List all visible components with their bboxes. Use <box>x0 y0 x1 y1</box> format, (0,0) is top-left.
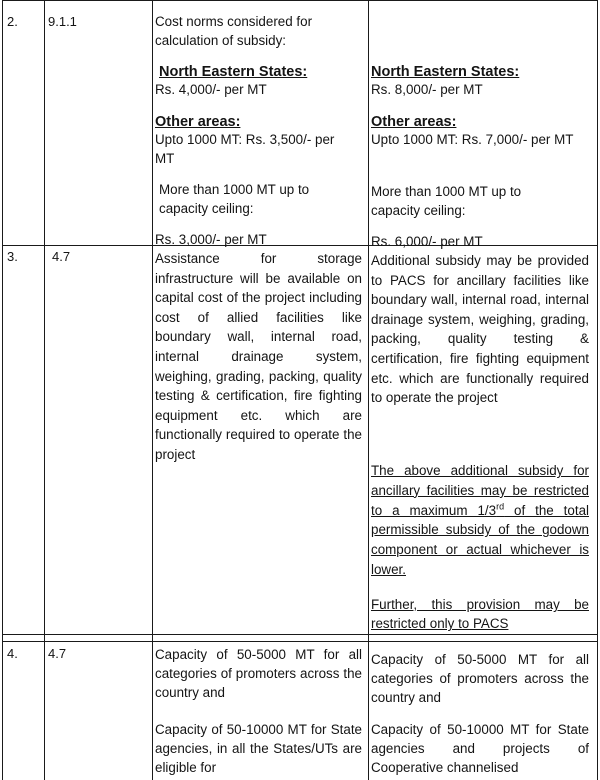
row-2-proposed-more: More than 1000 MT up to capacity ceiling: <box>371 184 522 218</box>
row-2-proposed-more-rate: Rs. 6,000/- per MT <box>371 234 483 249</box>
row-3-para: 4.7 <box>52 249 71 264</box>
row-4-proposed-p1: Capacity of 50-5000 MT for all categories of promoters across the country and <box>371 652 589 705</box>
row-3-proposed-text: Additional subsidy may be provided to PACS for ancillary facilities like boundary wall, internal road, internal drainage system, weighing, grading, packing, quality testing & certification, fire fighting equipment etc. which are functionally required to operate the project <box>371 253 589 406</box>
row-2-existing-ne-rate: Rs. 4,000/- per MT <box>155 82 267 97</box>
row-2-existing-intro: Cost norms considered for calculation of subsidy: <box>155 14 313 48</box>
row-4-existing-p1: Capacity of 50-5000 MT for all categories of promoters across the country and <box>155 647 362 700</box>
row-divider-3 <box>2 641 598 642</box>
row-3-existing-text: Assistance for storage infrastructure will be available on capital cost of the project including cost of allied facilities like boundary wall, internal road, internal drainage system, weighing, grading, packing, quality testing & certification, fire fighting equipment etc. which are functionally required to operate the project <box>155 251 362 462</box>
row-4-existing-p2: Capacity of 50-10000 MT for State agencies, in all the States/UTs are eligible for <box>155 722 362 775</box>
row-3-note-part-a: The above additional subsidy for ancillary facilities may be restricted to a maximum 1/3 <box>371 463 589 518</box>
row-3-serial: 3. <box>7 249 18 264</box>
row-2-proposed-upto: Upto 1000 MT: Rs. 7,000/- per MT <box>371 132 574 147</box>
row-2-existing-upto: Upto 1000 MT: Rs. 3,500/- per MT <box>155 132 335 166</box>
row-2-proposed-ne-rate: Rs. 8,000/- per MT <box>371 82 483 97</box>
table-border-left <box>2 0 3 780</box>
column-divider-2 <box>152 0 153 780</box>
row-2-para: 9.1.1 <box>48 14 77 29</box>
row-3-proposed-note-2: Further, this provision may be restricted only to PACS <box>371 597 589 631</box>
row-4-para: 4.7 <box>48 646 67 661</box>
row-2-serial: 2. <box>7 14 18 29</box>
row-4-serial: 4. <box>7 646 18 661</box>
table-border-right <box>597 0 598 780</box>
row-2-existing-more: More than 1000 MT up to capacity ceiling: <box>159 182 310 216</box>
row-3-proposed-note <box>371 461 589 580</box>
row-2-proposed-ne-heading: North Eastern States: <box>371 64 520 80</box>
row-3-note-superscript: rd <box>496 501 505 512</box>
row-4-proposed-p2: Capacity of 50-10000 MT for State agencies and projects of Cooperative channelised <box>371 722 589 775</box>
table-border-top <box>2 0 598 1</box>
row-3-note-part-b: of the total permissible subsidy of the godown component or actual whichever is lower. <box>371 502 589 577</box>
column-divider-3 <box>368 0 369 780</box>
column-divider-1 <box>44 0 45 780</box>
row-2-proposed-other-heading: Other areas: <box>371 114 457 130</box>
row-2-existing-ne-heading: North Eastern States: <box>159 64 308 80</box>
row-divider-2 <box>2 634 598 635</box>
row-2-existing-other-heading: Other areas: <box>155 114 241 130</box>
row-2-existing-more-rate: Rs. 3,000/- per MT <box>155 232 267 247</box>
